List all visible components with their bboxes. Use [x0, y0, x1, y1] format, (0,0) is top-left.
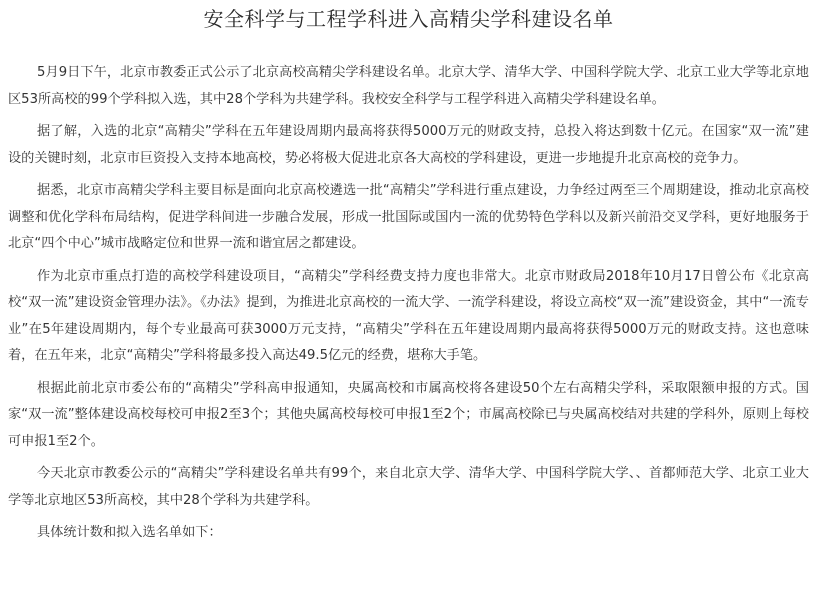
paragraph-4: 作为北京市重点打造的高校学科建设项目，“高精尖”学科经费支持力度也非常大。北京市财政局2018年10月17日曾公布《北京高校“双一流”建设资金管理办法》。《办法》提到，为推进北京高校的一流大学、一流学科建设，将设立高校“双一流”建设资金，其中“一流专业”在5年建设周期内，每个专业最高可获3000万元支持，“高精尖”学科在五年建设周期内最高将获得5000万元的财政支持。这也意味着，在五年来，北京“高精尖”学科将最多投入高达49.5亿元的经费，堪称大手笔。 [8, 268, 809, 363]
article-title: 安全科学与工程学科进入高精尖学科建设名单 [203, 7, 614, 31]
article-body [8, 60, 809, 547]
paragraph-1: 5月9日下午，北京市教委正式公示了北京高校高精尖学科建设名单。北京大学、清华大学、中国科学院大学、北京工业大学等北京地区53所高校的99个学科拟入选，其中28个学科为共建学科。我校安全科学与工程学科进入高精尖学科建设名单。 [8, 65, 809, 107]
paragraph-5: 根据此前北京市委公布的“高精尖”学科高申报通知，央属高校和市属高校将各建设50个左右高精尖学科，采取限额申报的方式。国家“双一流”整体建设高校每校可申报2至3个；其他央属高校每校可申报1至2个；市属高校除已与央属高校结对共建的学科外，原则上每校可申报1至2个。 [8, 380, 809, 449]
paragraph-7: 具体统计数和拟入选名单如下： [37, 525, 222, 540]
paragraph-3: 据悉，北京市高精尖学科主要目标是面向北京高校遴选一批“高精尖”学科进行重点建设，力争经过两至三个周期建设，推动北京高校调整和优化学科布局结构，促进学科间进一步融合发展，形成一批国际或国内一流的优势特色学科以及新兴前沿交叉学科，更好地服务于北京“四个中心”城市战略定位和世界一流和谐宜居之都建设。 [8, 183, 809, 251]
paragraph-2: 据了解，入选的北京“高精尖”学科在五年建设周期内最高将获得5000万元的财政支持，总投入将达到数十亿元。在国家“双一流”建设的关键时刻，北京市巨资投入支持本地高校，势必将极大促进北京各大高校的学科建设，更进一步地提升北京高校的竞争力。 [8, 124, 809, 166]
paragraph-6: 今天北京市教委公示的“高精尖”学科建设名单共有99个，来自北京大学、清华大学、中国科学院大学、、首都师范大学、北京工业大学等北京地区53所高校，其中28个学科为共建学科。 [8, 466, 809, 508]
